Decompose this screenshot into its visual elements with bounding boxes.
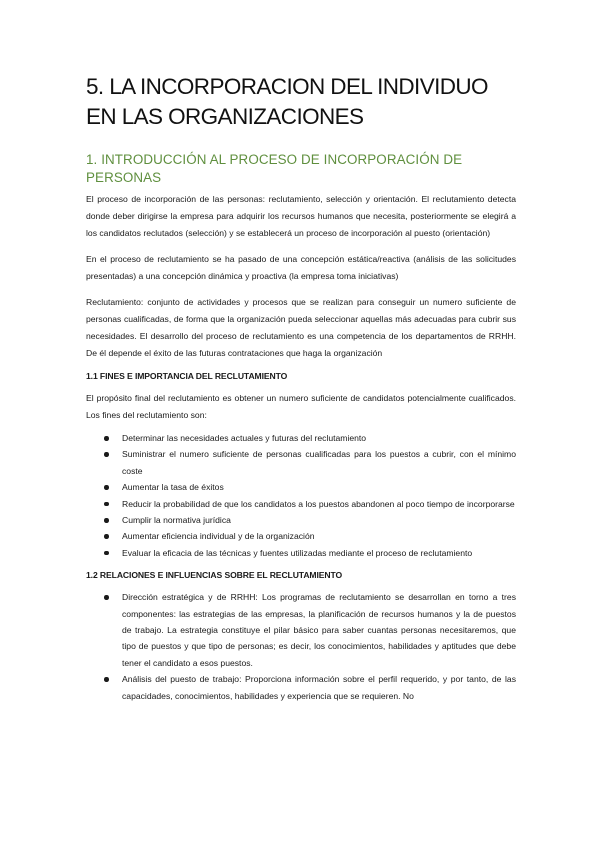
list-item: Aumentar eficiencia individual y de la organización [86,528,516,544]
bullet-icon [104,534,109,539]
paragraph-fines-intro: El propósito final del reclutamiento es obtener un numero suficiente de candidatos potencialmente cualificados. Los fines del reclutamiento son: [86,393,516,420]
list-item: Análisis del puesto de trabajo: Proporciona información sobre el perfil requerido, y por tanto, de las capacidades, conocimientos, habilidades y experiencia que se requieren. No [86,671,516,704]
subsection-title-fines: 1.1 FINES E IMPORTANCIA DEL RECLUTAMIENTO [86,371,288,381]
bullet-icon [104,551,109,556]
bullet-icon [104,518,109,523]
relaciones-list [86,589,516,704]
list-item: Dirección estratégica y de RRHH: Los programas de reclutamiento se desarrollan en torno a tres componentes: las estrategias de las empresas, la planificación de recursos humanos y la de puestos de trabajo. La estrategia constituye el pilar básico para saber cuantas personas necesitaremos, que tipo de puestos y que tipo de personas; es decir, los conocimientos, habilidades y aptitudes que debe tener el candidato a esos puestos. [86,589,516,671]
list-item: Reducir la probabilidad de que los candidatos a los puestos abandonen al poco tiempo de incorporarse [86,496,516,512]
list-item: Aumentar la tasa de éxitos [86,479,516,495]
fines-list [86,430,516,561]
list-item: Cumplir la normativa jurídica [86,512,516,528]
section-title: 1. INTRODUCCIÓN AL PROCESO DE INCORPORACIÓN DE PERSONAS [86,152,463,185]
bullet-icon [104,502,109,507]
list-item: Suministrar el numero suficiente de personas cualificadas para los puestos a cubrir, con el mínimo coste [86,446,516,479]
paragraph-concepcion: En el proceso de reclutamiento se ha pasado de una concepción estática/reactiva (análisis de las solicitudes presentadas) a una concepción dinámica y proactiva (la empresa toma iniciativas) [86,254,516,281]
subsection-title-relaciones: 1.2 RELACIONES E INFLUENCIAS SOBRE EL RECLUTAMIENTO [86,570,343,581]
list-item: Evaluar la eficacia de las técnicas y fuentes utilizadas mediante el proceso de reclutamiento [86,545,516,561]
list-item: Determinar las necesidades actuales y futuras del reclutamiento [86,430,516,446]
bullet-icon [104,436,109,441]
paragraph-intro: El proceso de incorporación de las personas: reclutamiento, selección y orientación. El reclutamiento detecta donde deber dirigirse la empresa para adquirir los recursos humanos que necesita, posteriormente se elegirá a los candidatos reclutados (selección) y se establecerá un proceso de incorporación al puesto (orientación) [86,194,516,238]
bullet-icon [104,452,109,457]
bullet-icon [104,595,109,600]
bullet-icon [104,677,109,682]
paragraph-reclutamiento-definicion: Reclutamiento: conjunto de actividades y procesos que se realizan para conseguir un numero suficiente de personas cualificadas, de forma que la organización pueda seleccionar aquellas más adecuadas para cubrir sus necesidades. El desarrollo del proceso de reclutamiento es una competencia de los departamentos de RRHH. De él depende el éxito de las futuras contrataciones que haga la organización [86,297,516,358]
chapter-title: 5. LA INCORPORACION DEL INDIVIDUO EN LAS ORGANIZACIONES [86,74,488,129]
bullet-icon [104,485,109,490]
document-page [86,72,516,704]
